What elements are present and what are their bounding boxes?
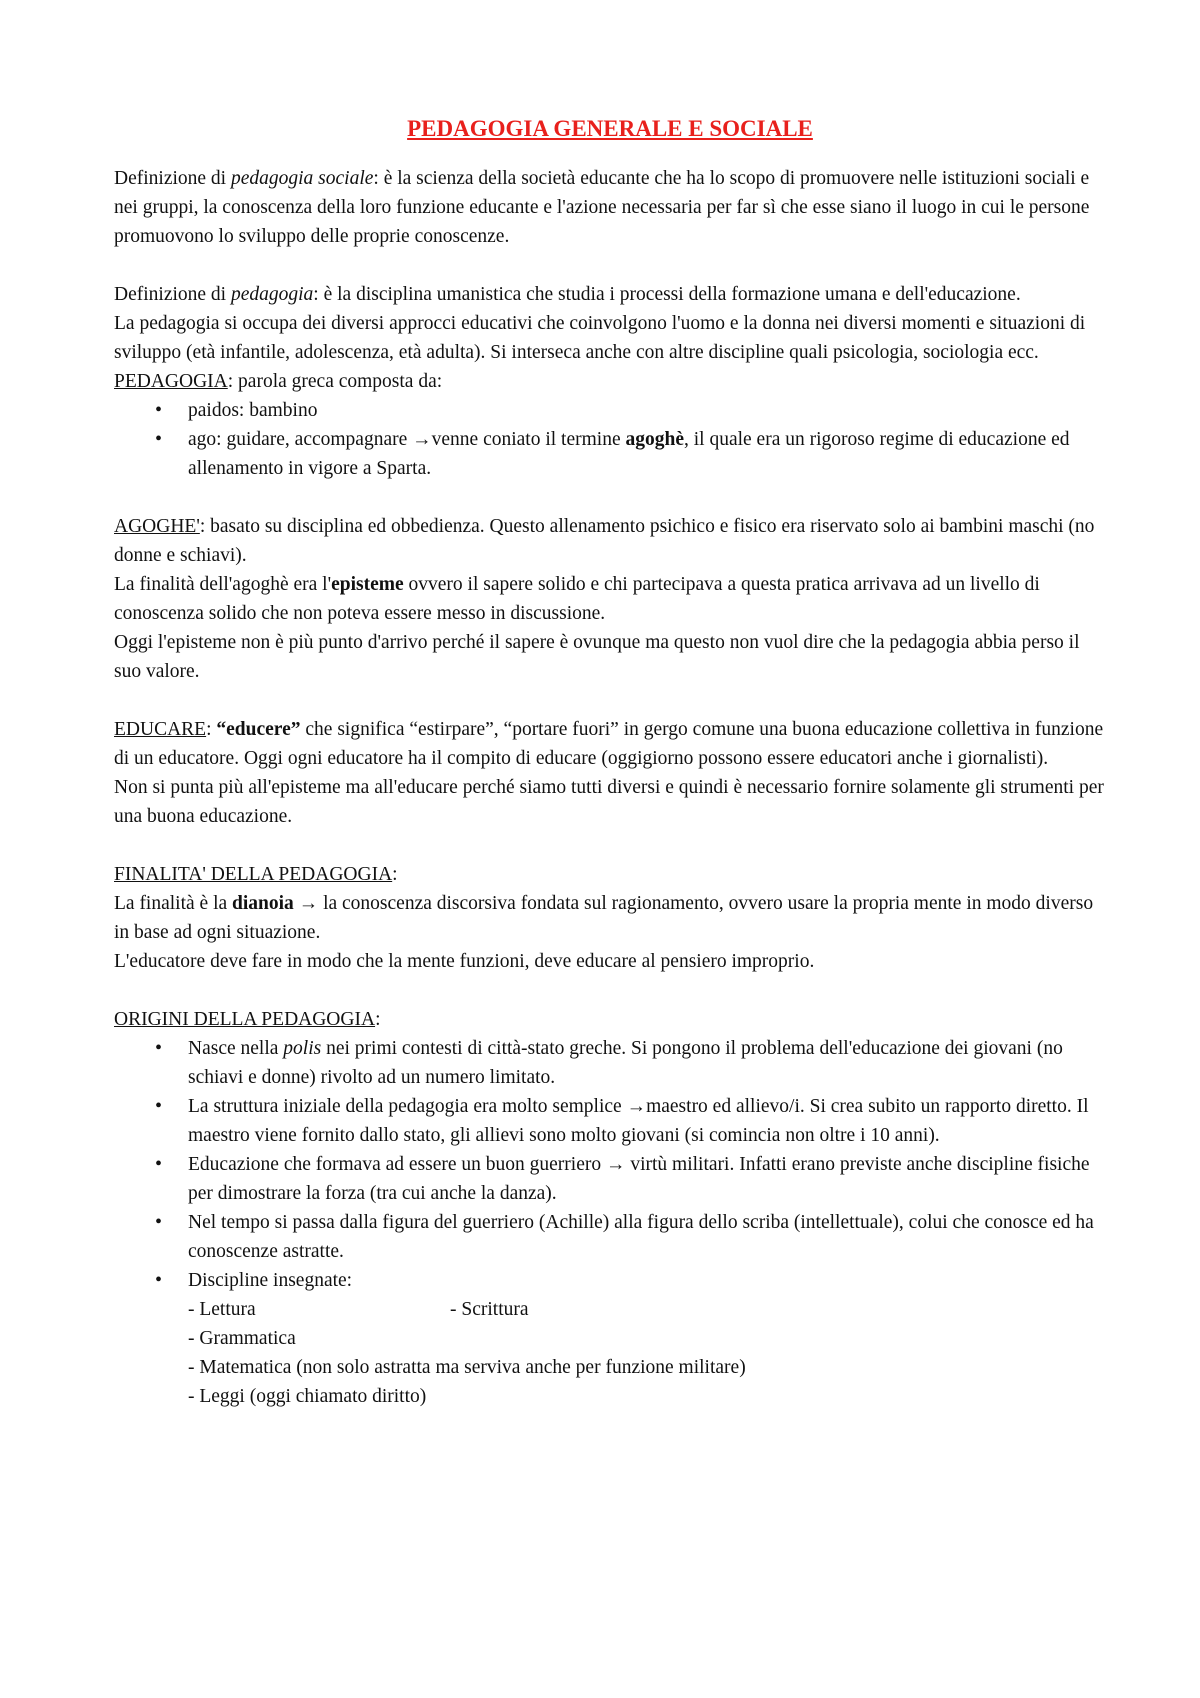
- list-item: • Discipline insegnate: - Lettura - Scrittura - Grammatica - Matematica (non solo astratta ma serviva anche per funzione militare) - Leggi (oggi chiamato diritto): [114, 1266, 1106, 1411]
- spacer: [114, 831, 1106, 860]
- document-page: [114, 114, 1106, 1411]
- list-item: • Nasce nella polis nei primi contesti di città-stato greche. Si pongono il problema dell'educazione dei giovani (no schiavi e donne) rivolto ad un numero limitato.: [114, 1034, 1106, 1092]
- spacer: [114, 251, 1106, 280]
- agoghe-paragraph: AGOGHE': basato su disciplina ed obbedienza. Questo allenamento psichico e fisico era riservato solo ai bambini maschi (no donne e schiavi).: [114, 516, 1095, 566]
- spacer: [114, 483, 1106, 512]
- pedagogy-etymology: PEDAGOGIA: parola greca composta da:: [114, 371, 443, 392]
- term-italic: pedagogia sociale: [230, 168, 374, 189]
- list-item: • La struttura iniziale della pedagogia era molto semplice →maestro ed allievo/i. Si crea subito un rapporto diretto. Il maestro viene fornito dallo stato, gli allievi sono molto giovani (si comincia non oltre i 10 anni).: [114, 1092, 1106, 1150]
- definition-pedagogy: Definizione di pedagogia: è la disciplina umanistica che studia i processi della formazione umana e dell'educazione.: [114, 284, 1021, 305]
- list-item: • paidos: bambino: [114, 396, 1106, 425]
- educare-note: Non si punta più all'episteme ma all'educare perché siamo tutti diversi e quindi è necessario fornire solamente gli strumenti per una buona educazione.: [114, 777, 1104, 827]
- definition-social-pedagogy: Definizione di pedagogia sociale: è la scienza della società educante che ha lo scopo di promuovere nelle istituzioni sociali e nei gruppi, la conoscenza della loro funzione educante e l'azione necessaria per far sì che esse siano il luogo in cui le persone promuovono lo sviluppo delle proprie conoscenze.: [114, 168, 1090, 247]
- origini-list: [114, 1034, 1106, 1411]
- discipline-row: - Lettura - Scrittura: [188, 1299, 529, 1320]
- list-item: • ago: guidare, accompagnare →venne coniato il termine agoghè, il quale era un rigoroso regime di educazione ed allenamento in vigore a Sparta.: [114, 425, 1106, 483]
- finalita-note: L'educatore deve fare in modo che la mente funzioni, deve educare al pensiero improprio.: [114, 951, 815, 972]
- origini-heading: ORIGINI DELLA PEDAGOGIA:: [114, 1009, 381, 1030]
- section-heading: ORIGINI DELLA PEDAGOGIA: [114, 1009, 376, 1030]
- spacer: [114, 686, 1106, 715]
- etymology-list: [114, 396, 1106, 483]
- finalita-paragraph: La finalità è la dianoia → la conoscenza discorsiva fondata sul ragionamento, ovvero usare la propria mente in modo diverso in base ad ogni situazione.: [114, 893, 1094, 943]
- agoghe-episteme: La finalità dell'agoghè era l'episteme ovvero il sapere solido e chi partecipava a questa pratica arrivava ad un livello di conoscenza solido che non poteva essere messo in discussione.: [114, 574, 1040, 624]
- term-italic: pedagogia: [230, 284, 314, 305]
- section-heading: AGOGHE': [114, 516, 200, 537]
- section-heading: FINALITA' DELLA PEDAGOGIA: [114, 864, 393, 885]
- section-heading: EDUCARE: [114, 719, 207, 740]
- spacer: [114, 976, 1106, 1005]
- list-item: • Educazione che formava ad essere un buon guerriero → virtù militari. Infatti erano previste anche discipline fisiche per dimostrare la forza (tra cui anche la danza).: [114, 1150, 1106, 1208]
- pedagogy-paragraph: La pedagogia si occupa dei diversi approcci educativi che coinvolgono l'uomo e la donna nei diversi momenti e situazioni di sviluppo (età infantile, adolescenza, età adulta). Si interseca anche con altre discipline quali psicologia, sociologia ecc.: [114, 313, 1086, 363]
- agoghe-today: Oggi l'episteme non è più punto d'arrivo perché il sapere è ovunque ma questo non vuol dire che la pedagogia abbia perso il suo valore.: [114, 632, 1080, 682]
- page-title: PEDAGOGIA GENERALE E SOCIALE: [407, 116, 813, 141]
- section-heading: PEDAGOGIA: [114, 371, 228, 392]
- list-item: • Nel tempo si passa dalla figura del guerriero (Achille) alla figura dello scriba (intellettuale), colui che conosce ed ha conoscenze astratte.: [114, 1208, 1106, 1266]
- finalita-heading: FINALITA' DELLA PEDAGOGIA:: [114, 864, 398, 885]
- educare-paragraph: EDUCARE: “educere” che significa “estirpare”, “portare fuori” in gergo comune una buona educazione collettiva in funzione di un educatore. Oggi ogni educatore ha il compito di educare (oggigiorno possono essere educatori anche i giornalisti).: [114, 719, 1104, 769]
